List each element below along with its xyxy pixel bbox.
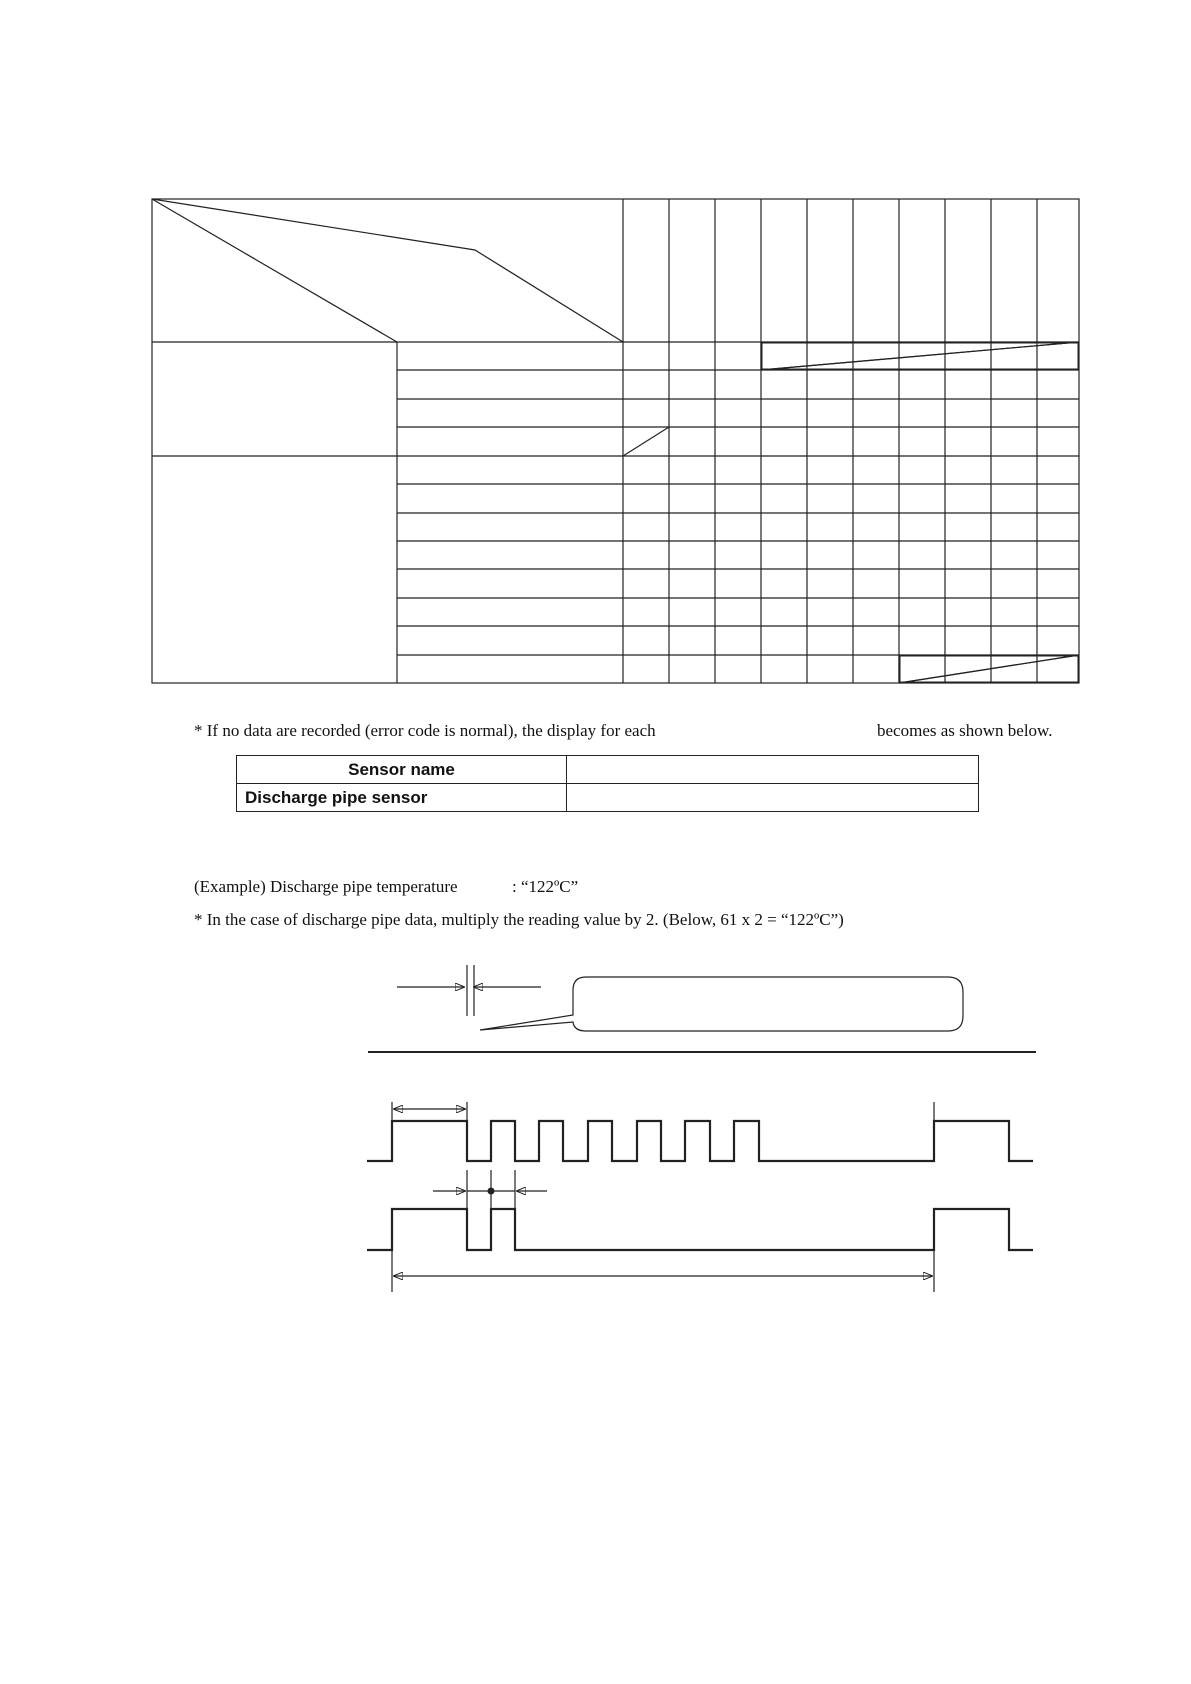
pulse-width-callout bbox=[397, 965, 963, 1031]
sensor-name-cell: Discharge pipe sensor bbox=[237, 784, 567, 812]
sensor-name-header: Sensor name bbox=[237, 756, 567, 784]
high-period-arrow bbox=[392, 1102, 934, 1126]
waveform-upper bbox=[367, 1121, 1033, 1161]
multiply-note: * In the case of discharge pipe data, multiply the reading value by 2. (Below, 61 x 2 = “122ºC”) bbox=[194, 910, 844, 929]
note-no-data-part1: * If no data are recorded (error code is normal), the display for each bbox=[194, 721, 656, 740]
example-value: : “122ºC” bbox=[512, 877, 579, 896]
example-label: (Example) Discharge pipe temperature bbox=[194, 877, 458, 896]
bit-interval-markers bbox=[433, 1170, 547, 1214]
frame-period-arrow bbox=[392, 1250, 934, 1292]
note-no-data-part2: becomes as shown below. bbox=[877, 721, 1053, 740]
waveform-lower bbox=[367, 1209, 1033, 1250]
